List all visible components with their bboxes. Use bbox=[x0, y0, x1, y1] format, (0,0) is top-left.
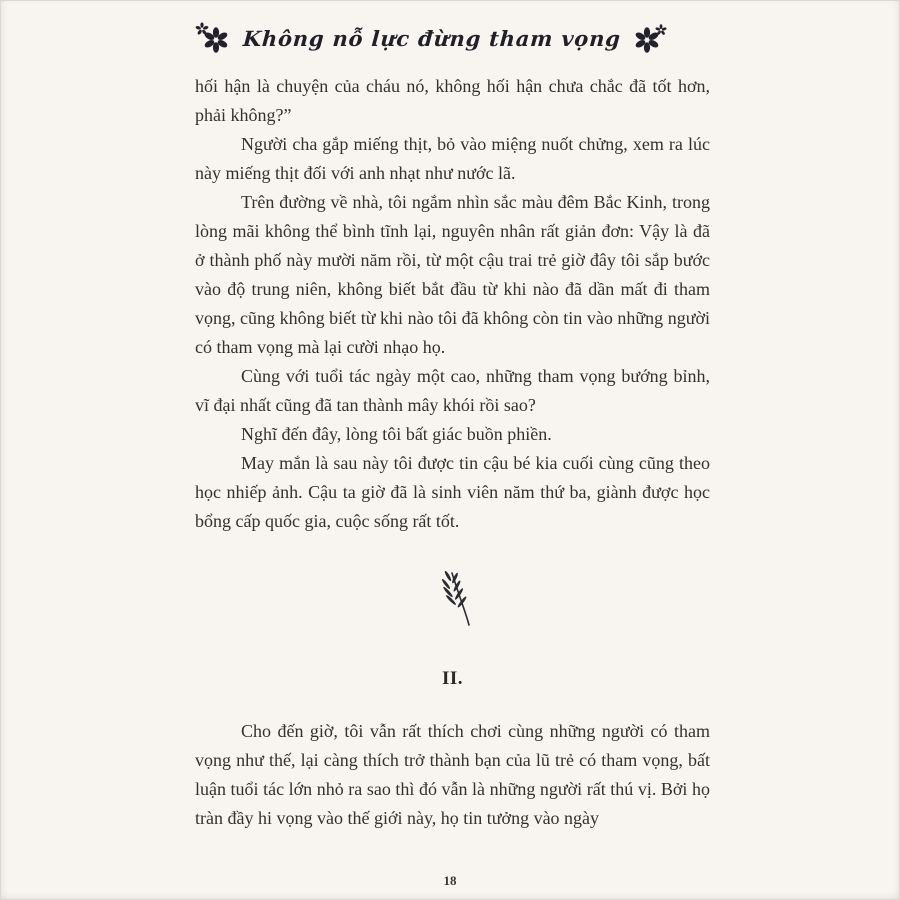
flower-ornament-left-icon bbox=[195, 22, 231, 54]
book-title: Không nỗ lực đừng tham vọng bbox=[242, 25, 622, 51]
page-footer bbox=[0, 872, 900, 890]
section-1 bbox=[195, 72, 710, 536]
page-body bbox=[0, 54, 900, 833]
paragraph: Người cha gắp miếng thịt, bỏ vào miệng nuốt chửng, xem ra lúc này miếng thịt đối với anh nhạt như nước lã. bbox=[195, 134, 710, 183]
paragraph: Cho đến giờ, tôi vẫn rất thích chơi cùng những người có tham vọng như thế, lại càng thích trở thành bạn của lũ trẻ có tham vọng, bất luận tuổi tác lớn nhỏ ra sao thì đó vẫn là những người rất thú vị. Bởi họ tràn đầy hi vọng vào thế giới này, họ tin tưởng vào ngày bbox=[195, 721, 710, 828]
branch-ornament-icon bbox=[195, 566, 710, 628]
paragraph: Nghĩ đến đây, lòng tôi bất giác buồn phiền. bbox=[241, 424, 552, 444]
section-heading: II. bbox=[441, 668, 464, 689]
paragraph: Trên đường về nhà, tôi ngắm nhìn sắc màu đêm Bắc Kinh, trong lòng mãi không thể bình tĩnh lại, nguyên nhân rất giản đơn: Vậy là đã ở thành phố này mười năm rồi, từ một cậu trai trẻ giờ đây tôi sắp bước vào độ trung niên, không biết bắt đầu từ khi nào đã dần mất đi tham vọng, cũng không biết từ khi nào tôi đã không còn tin vào những người có tham vọng mà lại cười nhạo họ. bbox=[195, 192, 710, 357]
paragraph: May mắn là sau này tôi được tin cậu bé kia cuối cùng cũng theo học nhiếp ảnh. Cậu ta giờ đã là sinh viên năm thứ ba, giành được học bổng cấp quốc gia, cuộc sống rất tốt. bbox=[195, 453, 710, 531]
flower-ornament-right-icon bbox=[633, 22, 667, 54]
page-header bbox=[0, 0, 900, 54]
paragraph: Cùng với tuổi tác ngày một cao, những tham vọng bướng bỉnh, vĩ đại nhất cũng đã tan thành mây khói rồi sao? bbox=[195, 366, 710, 415]
section-2 bbox=[195, 717, 710, 833]
page-number: 18 bbox=[443, 873, 457, 888]
paragraph: hối hận là chuyện của cháu nó, không hối hận chưa chắc đã tốt hơn, phải không?” bbox=[195, 76, 710, 125]
